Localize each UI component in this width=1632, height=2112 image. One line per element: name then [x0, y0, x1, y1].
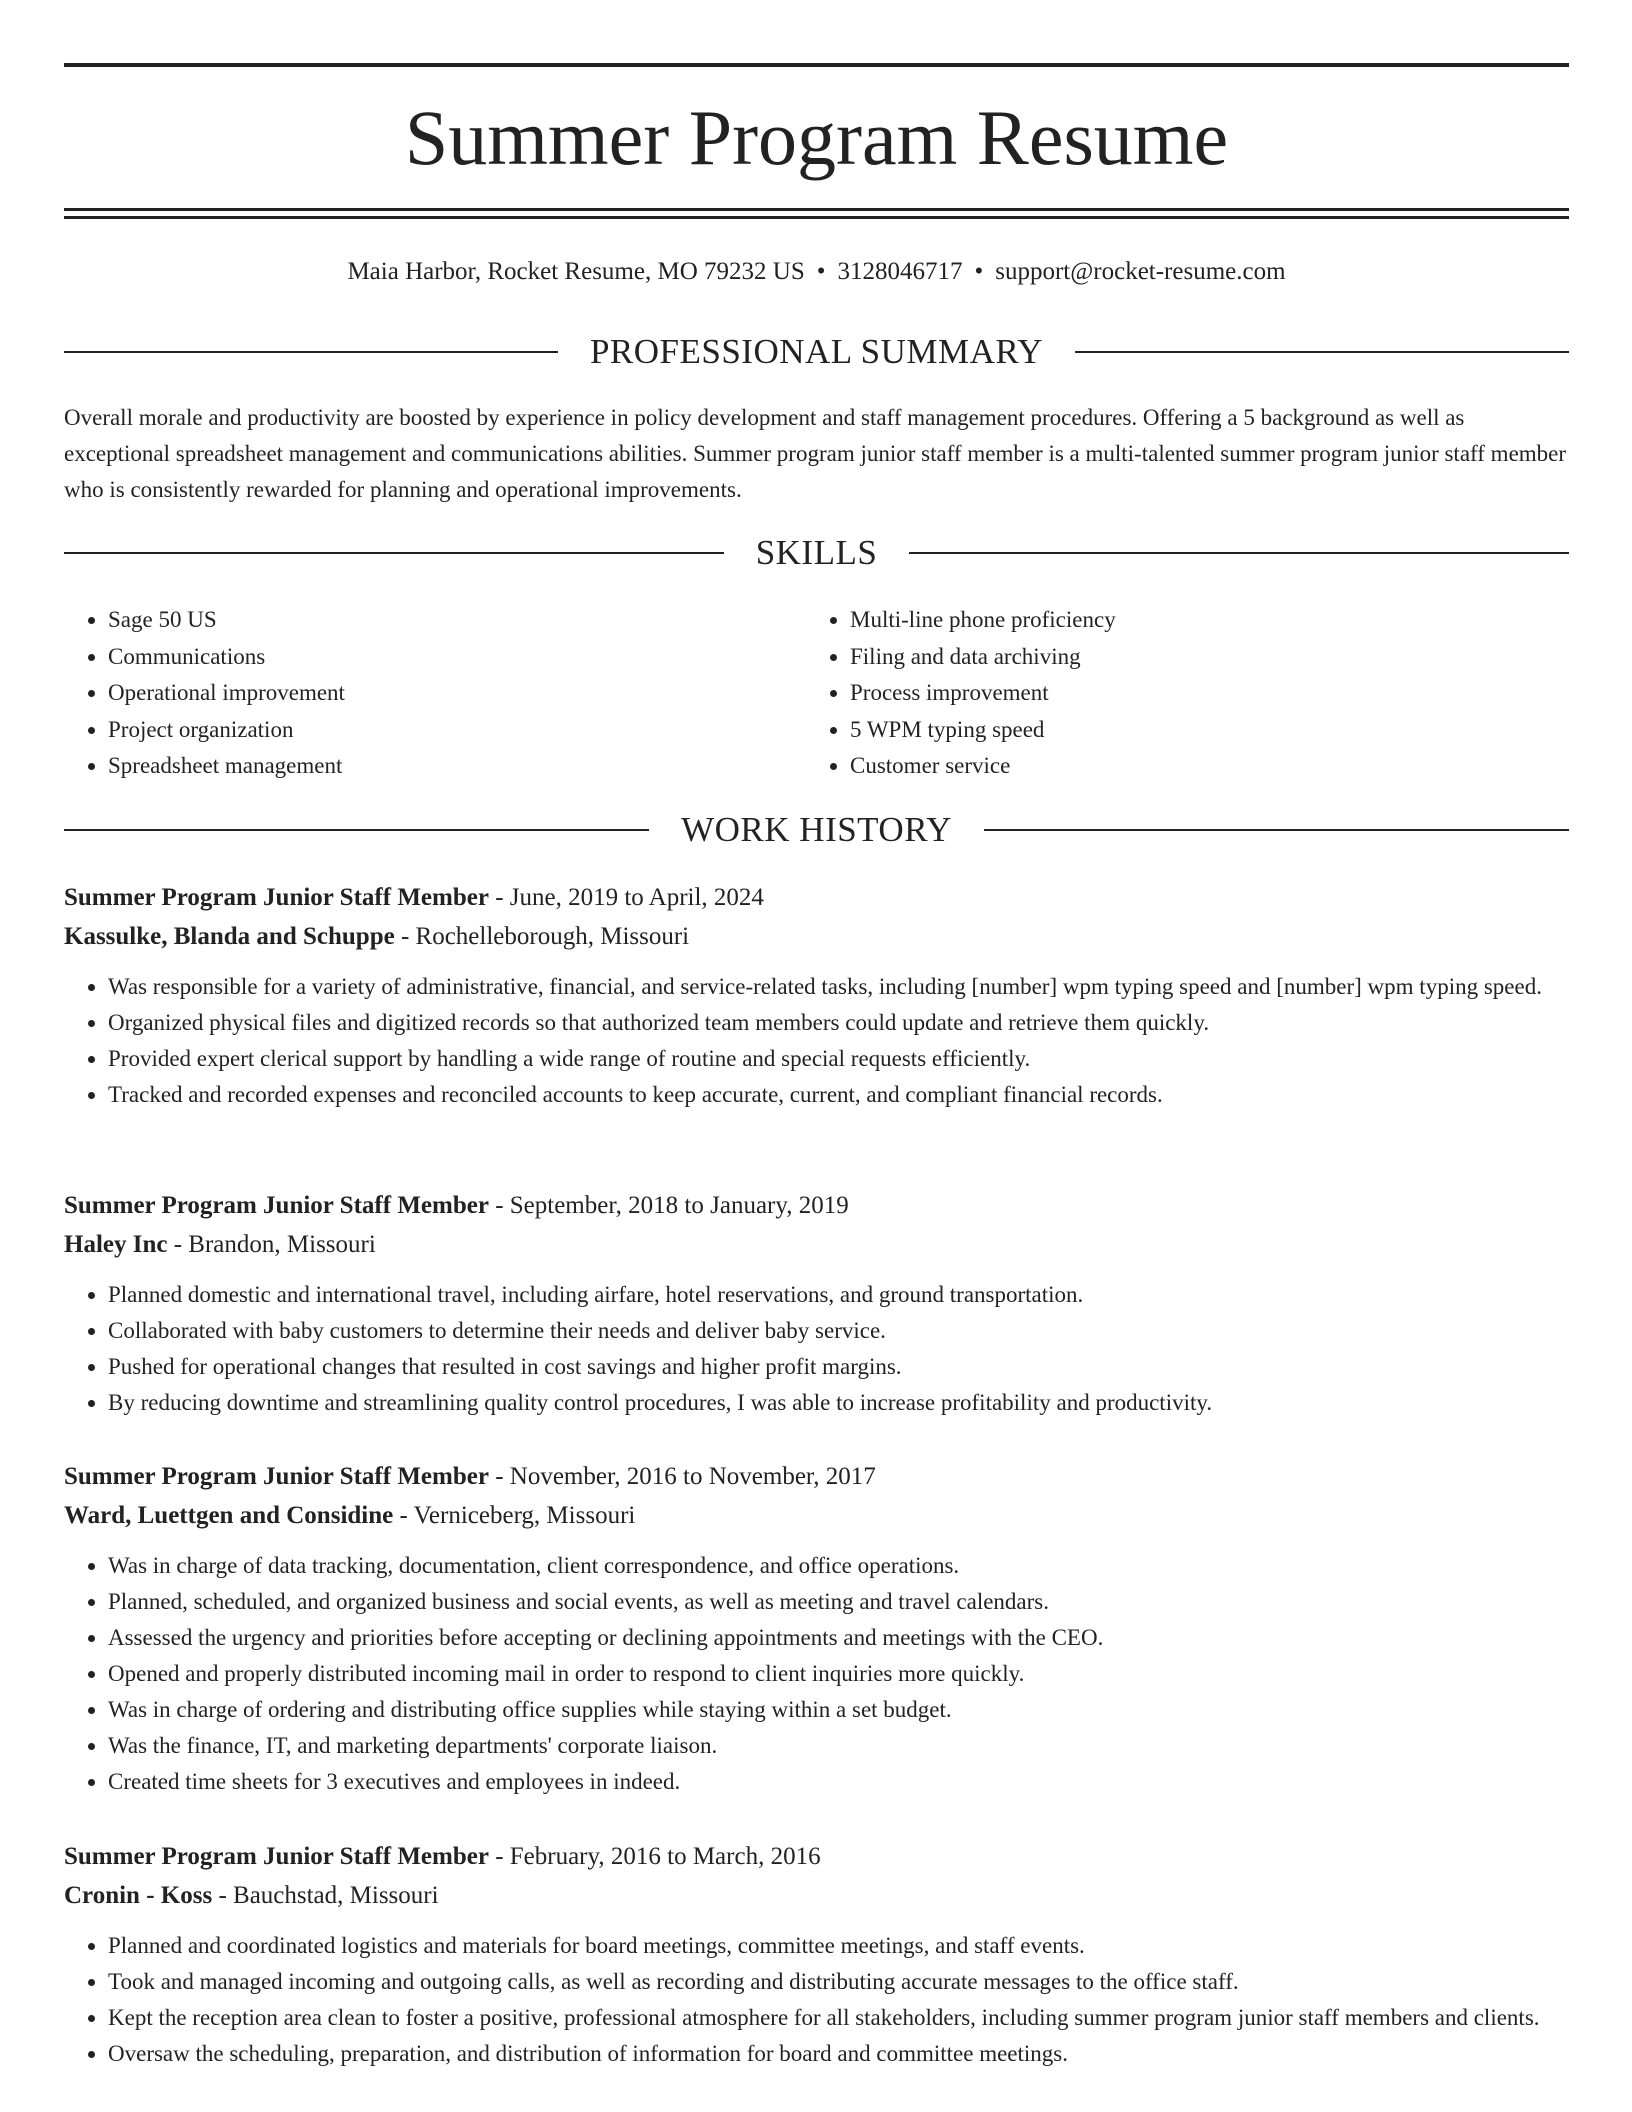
job-bullet: • Organized physical files and digitized records so that authorized team members could update and retrieve them quickly.: [108, 1005, 1569, 1041]
skills-list: [64, 602, 1569, 785]
heading-rule: [64, 351, 558, 353]
professional-summary-text: Overall morale and productivity are boosted by experience in policy development and staff management procedures. Offering a 5 background as well as exceptional spreadsheet management and communications abilities. Summer program junior staff member is a multi-talented summer program junior staff member who is consistently rewarded for planning and operational improvements.: [64, 405, 1567, 502]
job-dates: - November, 2016 to November, 2017: [495, 1463, 876, 1490]
skills-column-right: [806, 602, 1548, 785]
job-company-line: [64, 1496, 1569, 1535]
job-bullet: • Collaborated with baby customers to determine their needs and deliver baby service.: [108, 1313, 1569, 1349]
skill-item: • Filing and data archiving: [850, 639, 1548, 676]
skill-item: • Sage 50 US: [108, 602, 806, 639]
heading-rule: [1075, 351, 1569, 353]
job-company-line: [64, 1876, 1569, 1915]
title-rule-upper: [64, 208, 1569, 211]
job-role-line: [64, 878, 1569, 917]
heading-rule: [64, 552, 724, 554]
job-bullet: • Planned domestic and international travel, including airfare, hotel reservations, and ground transportation.: [108, 1277, 1569, 1313]
title-rule-lower: [64, 216, 1569, 219]
job-company: Kassulke, Blanda and Schuppe: [64, 923, 395, 950]
job-dates: - September, 2018 to January, 2019: [495, 1192, 849, 1219]
job-dates: - February, 2016 to March, 2016: [495, 1843, 821, 1870]
job-bullet: • Was responsible for a variety of administrative, financial, and service-related tasks, including [number] wpm typing speed and [number] wpm typing speed.: [108, 969, 1569, 1005]
job-title: Summer Program Junior Staff Member: [64, 1843, 489, 1870]
skill-item: • Operational improvement: [108, 675, 806, 712]
job-title: Summer Program Junior Staff Member: [64, 884, 489, 911]
contact-phone: 3128046717: [837, 258, 963, 285]
section-heading-summary: [64, 330, 1569, 374]
job-bullets: [64, 1548, 1569, 1800]
job-bullet: • Kept the reception area clean to foster a positive, professional atmosphere for all stakeholders, including summer program junior staff members and clients.: [108, 2000, 1569, 2036]
skill-item: • Multi-line phone proficiency: [850, 602, 1548, 639]
contact-address: Maia Harbor, Rocket Resume, MO 79232 US: [347, 258, 805, 285]
job-bullets: [64, 969, 1569, 1113]
heading-rule: [909, 552, 1569, 554]
work-entry: [64, 1837, 1569, 2072]
skill-item: • Communications: [108, 639, 806, 676]
job-bullet: • Planned, scheduled, and organized business and social events, as well as meeting and travel calendars.: [108, 1584, 1569, 1620]
heading-rule: [64, 829, 649, 831]
job-bullet: • Opened and properly distributed incoming mail in order to respond to client inquiries more quickly.: [108, 1656, 1569, 1692]
section-heading-label: SKILLS: [755, 533, 878, 572]
section-heading-work-history: [64, 808, 1569, 852]
job-bullet: • Was in charge of ordering and distributing office supplies while staying within a set budget.: [108, 1692, 1569, 1728]
work-entry: [64, 878, 1569, 1113]
skill-item: • Customer service: [850, 748, 1548, 785]
job-role-line: [64, 1186, 1569, 1225]
job-bullets: [64, 1277, 1569, 1421]
contact-separator: •: [816, 258, 826, 285]
job-dates: - June, 2019 to April, 2024: [495, 884, 764, 911]
job-bullet: • Created time sheets for 3 executives and employees in indeed.: [108, 1764, 1569, 1800]
job-bullet: • Took and managed incoming and outgoing calls, as well as recording and distributing accurate messages to the office staff.: [108, 1964, 1569, 2000]
job-company: Cronin - Koss: [64, 1882, 213, 1909]
job-role-line: [64, 1457, 1569, 1496]
skill-item: • 5 WPM typing speed: [850, 712, 1548, 749]
job-bullet: • Oversaw the scheduling, preparation, and distribution of information for board and committee meetings.: [108, 2036, 1569, 2072]
contact-separator: •: [974, 258, 984, 285]
job-company: Haley Inc: [64, 1231, 168, 1258]
job-location: - Verniceberg, Missouri: [399, 1502, 636, 1529]
skills-column-left: [64, 602, 806, 785]
section-heading-skills: [64, 531, 1569, 575]
job-bullet: • Tracked and recorded expenses and reconciled accounts to keep accurate, current, and compliant financial records.: [108, 1077, 1569, 1113]
resume-title: Summer Program Resume: [404, 94, 1229, 181]
job-bullet: • Provided expert clerical support by handling a wide range of routine and special requests efficiently.: [108, 1041, 1569, 1077]
section-heading-label: PROFESSIONAL SUMMARY: [589, 332, 1044, 371]
job-bullets: [64, 1928, 1569, 2072]
job-company-line: [64, 917, 1569, 956]
job-location: - Rochelleborough, Missouri: [400, 923, 690, 950]
job-bullet: • Was in charge of data tracking, documentation, client correspondence, and office operations.: [108, 1548, 1569, 1584]
job-location: - Brandon, Missouri: [173, 1231, 376, 1258]
job-role-line: [64, 1837, 1569, 1876]
heading-rule: [984, 829, 1569, 831]
contact-line: [64, 255, 1569, 289]
top-rule: [64, 63, 1569, 67]
job-title: Summer Program Junior Staff Member: [64, 1192, 489, 1219]
work-entry: [64, 1186, 1569, 1421]
job-location: - Bauchstad, Missouri: [218, 1882, 439, 1909]
job-bullet: • By reducing downtime and streamlining quality control procedures, I was able to increase profitability and productivity.: [108, 1385, 1569, 1421]
job-bullet: • Was the finance, IT, and marketing departments' corporate liaison.: [108, 1728, 1569, 1764]
job-company-line: [64, 1225, 1569, 1264]
job-title: Summer Program Junior Staff Member: [64, 1463, 489, 1490]
job-company: Ward, Luettgen and Considine: [64, 1502, 394, 1529]
skill-item: • Process improvement: [850, 675, 1548, 712]
skill-item: • Project organization: [108, 712, 806, 749]
job-bullet: • Assessed the urgency and priorities before accepting or declining appointments and meetings with the CEO.: [108, 1620, 1569, 1656]
work-entry: [64, 1457, 1569, 1800]
job-bullet: • Pushed for operational changes that resulted in cost savings and higher profit margins.: [108, 1349, 1569, 1385]
job-bullet: • Planned and coordinated logistics and materials for board meetings, committee meetings, and staff events.: [108, 1928, 1569, 1964]
contact-email: support@rocket-resume.com: [995, 258, 1286, 285]
skill-item: • Spreadsheet management: [108, 748, 806, 785]
section-heading-label: WORK HISTORY: [681, 810, 952, 849]
